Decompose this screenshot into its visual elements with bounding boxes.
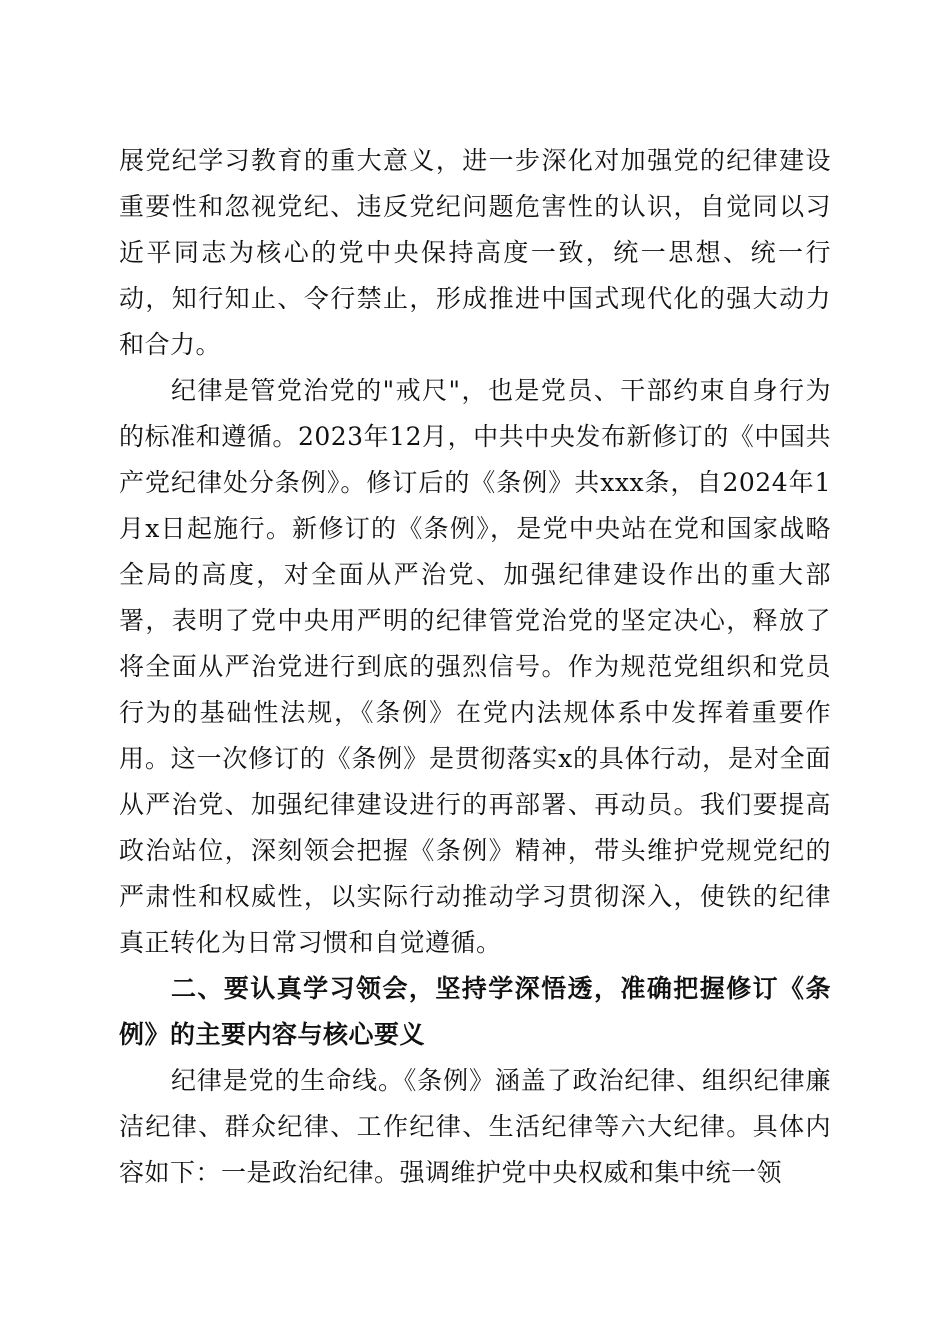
section-heading-two: 二、要认真学习领会，坚持学深悟透，准确把握修订《条例》的主要内容与核心要义 (119, 974, 831, 1049)
paragraph-discipline-ruler: 纪律是管党治党的"戒尺"，也是党员、干部约束自身行为的标准和遵循。2023年12月，中共中央发布新修订的《中国共产党纪律处分条例》。修订后的《条例》共xxx条，自2024年1月x日起施行。新修订的《条例》，是党中央站在党和国家战略全局的高度，对全面从严治党、加强纪律建设作出的重大部署，表明了党中央用严明的纪律管党治党的坚定决心，释放了将全面从严治党进行到底的强烈信号。作为规范党组织和党员行为的基础性法规，《条例》在党内法规体系中发挥着重要作用。这一次修订的《条例》是贯彻落实x的具体行动，是对全面从严治党、加强纪律建设进行的再部署、再动员。我们要提高政治站位，深刻领会把握《条例》精神，带头维护党规党纪的严肃性和权威性，以实际行动推动学习贯彻深入，使铁的纪律真正转化为日常习惯和自觉遵循。 (119, 376, 831, 957)
document-body (119, 138, 831, 1196)
paragraph-lifeline: 纪律是党的生命线。《条例》涵盖了政治纪律、组织纪律廉洁纪律、群众纪律、工作纪律、生活纪律等六大纪律。具体内容如下：一是政治纪律。强调维护党中央权威和集中统一领 (119, 1066, 831, 1187)
paragraph-continuation: 展党纪学习教育的重大意义，进一步深化对加强党的纪律建设重要性和忽视党纪、违反党纪问题危害性的认识，自觉同以习近平同志为核心的党中央保持高度一致，统一思想、统一行动，知行知止、令行禁止，形成推进中国式现代化的强大动力和合力。 (119, 146, 831, 359)
